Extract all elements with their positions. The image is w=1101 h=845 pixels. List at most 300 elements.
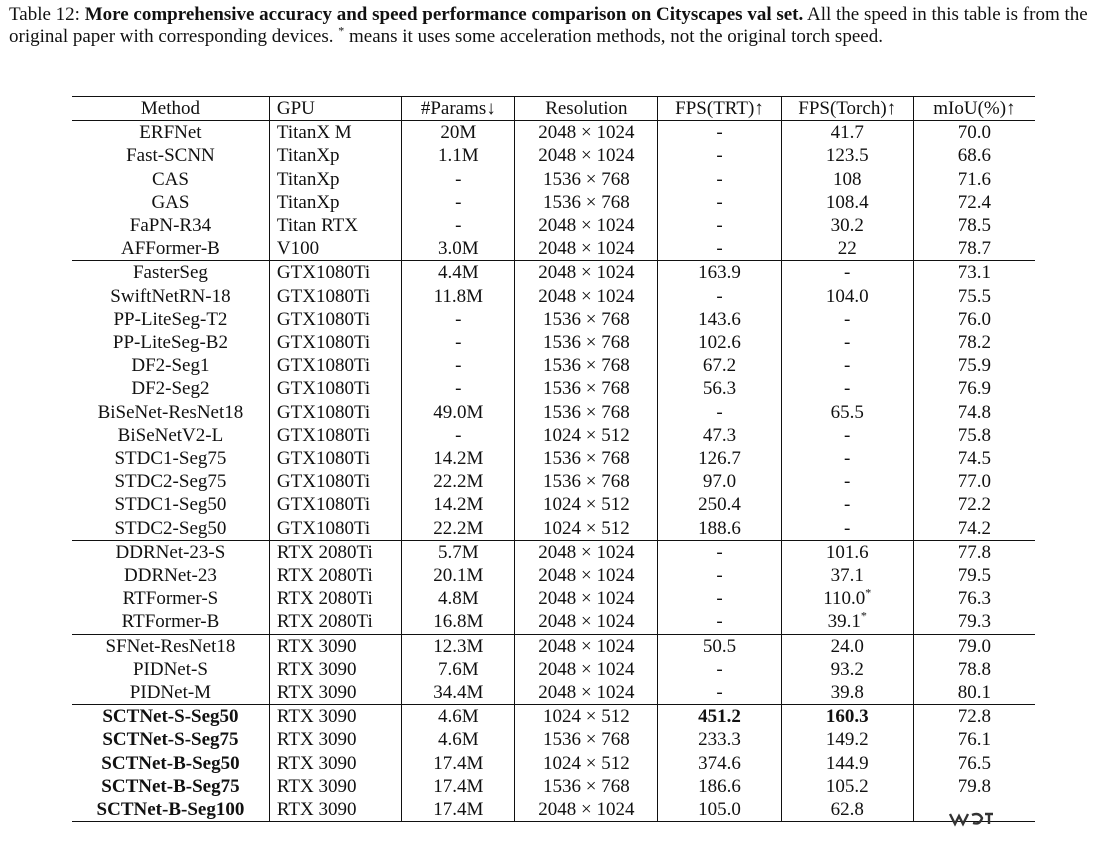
cell-params-value: - — [455, 424, 462, 446]
cell-fps-trt-value: 47.3 — [702, 424, 737, 446]
cell-gpu-value: RTX 2080Ti — [276, 565, 373, 587]
cell-gpu — [269, 564, 401, 587]
cell-gpu — [269, 447, 401, 470]
cell-method-value: SFNet-ResNet18 — [105, 635, 236, 657]
cell-params — [402, 424, 515, 447]
cell-fps-trt-value: - — [716, 611, 723, 633]
cell-method — [72, 658, 269, 681]
cell-gpu-value: GTX1080Ti — [276, 494, 371, 516]
cell-miou — [913, 447, 1035, 470]
cell-fps-trt — [658, 517, 781, 541]
cell-fps-trt — [658, 610, 781, 634]
cell-params — [402, 564, 515, 587]
table-row — [72, 470, 1035, 493]
table-row — [72, 121, 1035, 145]
cell-params — [402, 354, 515, 377]
cell-params-value: - — [455, 191, 462, 213]
cell-method-value: SCTNet-B-Seg75 — [101, 775, 240, 797]
table-row — [72, 447, 1035, 470]
table-row — [72, 144, 1035, 167]
table-row — [72, 308, 1035, 331]
acceleration-mark: * — [860, 609, 867, 624]
cell-gpu — [269, 634, 401, 658]
cell-method-value: PP-LiteSeg-T2 — [113, 308, 228, 330]
cell-miou — [913, 775, 1035, 798]
cell-gpu — [269, 681, 401, 705]
cell-gpu-value: TitanXp — [276, 145, 340, 167]
cell-gpu-value: RTX 3090 — [276, 729, 357, 751]
cell-fps-torch-value: 104.0 — [825, 285, 869, 307]
cell-method-value: RTFormer-B — [121, 611, 220, 633]
cell-gpu — [269, 191, 401, 214]
table-row — [72, 775, 1035, 798]
cell-fps-torch-value: - — [844, 378, 851, 400]
cell-miou — [913, 587, 1035, 610]
cell-params — [402, 144, 515, 167]
cell-miou-value: 79.0 — [957, 635, 992, 657]
cell-resolution — [515, 377, 658, 400]
cell-params-value: 22.2M — [433, 471, 484, 493]
cell-fps-torch-value: 110.0 — [823, 588, 866, 610]
cell-fps-trt — [658, 168, 781, 191]
cell-method-value: ERFNet — [139, 122, 202, 144]
caption-note: means it uses some acceleration methods, not the original torch speed. — [348, 26, 883, 47]
cell-miou — [913, 728, 1035, 751]
cell-fps-torch-value: - — [844, 494, 851, 516]
cell-gpu — [269, 285, 401, 308]
cell-method-value: SCTNet-S-Seg75 — [102, 729, 239, 751]
table-row — [72, 214, 1035, 237]
cell-miou — [913, 168, 1035, 191]
cell-miou-value: 80.1 — [957, 682, 992, 704]
cell-params — [402, 401, 515, 424]
cell-resolution — [515, 564, 658, 587]
cell-fps-trt — [658, 121, 781, 145]
cell-fps-trt-value: - — [716, 285, 723, 307]
caption-star: * — [338, 23, 345, 38]
cell-method-value: SCTNet-B-Seg50 — [101, 752, 240, 774]
cell-resolution — [515, 798, 658, 822]
header-resolution: Resolution — [515, 97, 658, 121]
cell-gpu-value: RTX 3090 — [276, 706, 357, 728]
cell-fps-trt-value: - — [716, 122, 723, 144]
cell-fps-torch-value: - — [844, 471, 851, 493]
cell-fps-torch — [781, 308, 913, 331]
cell-gpu — [269, 237, 401, 261]
cell-resolution-value: 1536 × 768 — [543, 191, 630, 213]
cell-gpu — [269, 798, 401, 822]
cell-resolution — [515, 285, 658, 308]
cell-gpu — [269, 168, 401, 191]
cell-gpu — [269, 144, 401, 167]
cell-gpu — [269, 517, 401, 541]
cell-resolution-value: 1536 × 768 — [543, 471, 630, 493]
cell-resolution — [515, 610, 658, 634]
cell-fps-trt-value: 451.2 — [698, 706, 741, 728]
cell-method-value: DF2-Seg1 — [131, 355, 210, 377]
cell-method — [72, 447, 269, 470]
cell-params-value: 4.6M — [437, 729, 479, 751]
cell-fps-torch — [781, 144, 913, 167]
cell-resolution — [515, 447, 658, 470]
cell-gpu — [269, 354, 401, 377]
cell-miou — [913, 331, 1035, 354]
cell-miou — [913, 144, 1035, 167]
cell-fps-torch — [781, 493, 913, 516]
cell-fps-trt-value: - — [716, 588, 723, 610]
cell-fps-trt — [658, 493, 781, 516]
cell-method — [72, 285, 269, 308]
cell-params-value: 1.1M — [437, 145, 479, 167]
cell-method-value: DDRNet-23 — [124, 565, 217, 587]
cell-params-value: 17.4M — [433, 799, 484, 821]
cell-miou-value: 77.8 — [957, 541, 992, 563]
cell-resolution-value: 1536 × 768 — [543, 332, 630, 354]
cell-fps-trt — [658, 752, 781, 775]
cell-miou-value: 68.6 — [957, 145, 992, 167]
cell-miou — [913, 424, 1035, 447]
cell-fps-trt-value: 233.3 — [698, 729, 741, 751]
cell-fps-trt-value: - — [716, 658, 723, 680]
cell-params-value: 4.4M — [437, 262, 479, 284]
cell-resolution-value: 1536 × 768 — [543, 729, 630, 751]
cell-miou-value: 74.2 — [957, 517, 992, 539]
cell-resolution-value: 1024 × 512 — [543, 424, 630, 446]
cell-method — [72, 261, 269, 285]
cell-fps-torch — [781, 728, 913, 751]
cell-fps-torch — [781, 237, 913, 261]
cell-resolution — [515, 424, 658, 447]
cell-params — [402, 237, 515, 261]
cell-fps-trt-value: 126.7 — [698, 448, 741, 470]
cell-gpu-value: RTX 3090 — [276, 775, 357, 797]
watermark-logo — [947, 810, 997, 828]
cell-resolution-value: 2048 × 1024 — [538, 799, 635, 821]
cell-method-value: STDC2-Seg50 — [114, 517, 227, 539]
comparison-table — [72, 96, 1035, 822]
cell-fps-trt-value: 186.6 — [698, 775, 741, 797]
cell-params — [402, 634, 515, 658]
cell-fps-torch-value: 41.7 — [830, 122, 864, 144]
cell-miou — [913, 121, 1035, 145]
cell-gpu — [269, 308, 401, 331]
cell-resolution — [515, 191, 658, 214]
cell-method — [72, 517, 269, 541]
cell-miou — [913, 237, 1035, 261]
cell-fps-trt-value: - — [716, 145, 723, 167]
cell-method-value: BiSeNet-ResNet18 — [97, 401, 244, 423]
cell-gpu-value: TitanXp — [276, 168, 340, 190]
cell-method — [72, 681, 269, 705]
cell-fps-torch-value: 105.2 — [825, 775, 869, 797]
cell-gpu — [269, 540, 401, 564]
cell-params-value: 3.0M — [437, 238, 479, 260]
cell-resolution-value: 2048 × 1024 — [538, 145, 635, 167]
cell-method — [72, 308, 269, 331]
cell-resolution-value: 2048 × 1024 — [538, 611, 635, 633]
cell-miou — [913, 493, 1035, 516]
cell-fps-trt — [658, 237, 781, 261]
cell-resolution-value: 1024 × 512 — [543, 752, 630, 774]
cell-method-value: DDRNet-23-S — [115, 541, 226, 563]
cell-fps-torch-value: 62.8 — [830, 799, 864, 821]
table-body — [72, 121, 1035, 822]
cell-fps-torch-value: 144.9 — [825, 752, 869, 774]
table-row — [72, 705, 1035, 729]
header-method: Method — [72, 97, 269, 121]
cell-method — [72, 470, 269, 493]
cell-fps-torch-value: 24.0 — [830, 635, 864, 657]
cell-fps-torch — [781, 447, 913, 470]
table-row — [72, 658, 1035, 681]
cell-resolution-value: 2048 × 1024 — [538, 285, 635, 307]
cell-method — [72, 705, 269, 729]
cell-params — [402, 517, 515, 541]
acceleration-mark: * — [865, 585, 872, 600]
cell-fps-torch — [781, 658, 913, 681]
cell-fps-trt-value: - — [716, 191, 723, 213]
cell-miou — [913, 354, 1035, 377]
table-row — [72, 168, 1035, 191]
cell-params — [402, 331, 515, 354]
cell-miou-value: 74.5 — [957, 448, 992, 470]
cell-method — [72, 237, 269, 261]
cell-miou-value: 75.9 — [957, 355, 992, 377]
cell-miou-value: 78.5 — [957, 215, 992, 237]
cell-miou-value: 76.0 — [957, 308, 992, 330]
cell-params-value: 16.8M — [433, 611, 484, 633]
cell-fps-torch — [781, 752, 913, 775]
cell-miou — [913, 658, 1035, 681]
cell-resolution-value: 2048 × 1024 — [538, 215, 635, 237]
table-row — [72, 285, 1035, 308]
cell-resolution — [515, 401, 658, 424]
cell-params-value: - — [455, 378, 462, 400]
cell-resolution — [515, 308, 658, 331]
cell-params-value: 22.2M — [433, 517, 484, 539]
cell-miou — [913, 401, 1035, 424]
cell-gpu-value: GTX1080Ti — [276, 517, 371, 539]
cell-fps-trt — [658, 285, 781, 308]
cell-gpu — [269, 752, 401, 775]
cell-method — [72, 401, 269, 424]
cell-method-value: PIDNet-S — [132, 658, 208, 680]
table-row — [72, 728, 1035, 751]
cell-method — [72, 191, 269, 214]
cell-method-value: PP-LiteSeg-B2 — [112, 332, 228, 354]
cell-method — [72, 540, 269, 564]
cell-method-value: BiSeNetV2-L — [117, 424, 224, 446]
cell-method — [72, 610, 269, 634]
table-row — [72, 401, 1035, 424]
cell-resolution-value: 1536 × 768 — [543, 775, 630, 797]
cell-fps-torch — [781, 261, 913, 285]
cell-miou-value: 72.2 — [957, 494, 992, 516]
cell-params — [402, 658, 515, 681]
cell-fps-torch — [781, 331, 913, 354]
cell-method-value: FaPN-R34 — [129, 215, 212, 237]
cell-resolution-value: 1024 × 512 — [543, 517, 630, 539]
cell-gpu-value: GTX1080Ti — [276, 448, 371, 470]
cell-fps-torch-value: 39.1 — [827, 611, 861, 633]
cell-gpu-value: RTX 2080Ti — [276, 611, 373, 633]
cell-gpu-value: GTX1080Ti — [276, 332, 371, 354]
cell-method — [72, 728, 269, 751]
cell-params-value: - — [455, 332, 462, 354]
table-row — [72, 377, 1035, 400]
cell-fps-torch — [781, 168, 913, 191]
table-row — [72, 331, 1035, 354]
cell-miou — [913, 681, 1035, 705]
table-row — [72, 517, 1035, 541]
cell-resolution — [515, 470, 658, 493]
cell-fps-trt — [658, 214, 781, 237]
cell-fps-trt — [658, 634, 781, 658]
cell-resolution — [515, 261, 658, 285]
cell-gpu-value: RTX 3090 — [276, 799, 357, 821]
cell-gpu — [269, 493, 401, 516]
cell-fps-trt-value: 188.6 — [698, 517, 741, 539]
cell-resolution — [515, 540, 658, 564]
cell-gpu-value: GTX1080Ti — [276, 355, 371, 377]
cell-params-value: 14.2M — [433, 494, 484, 516]
cell-resolution — [515, 493, 658, 516]
cell-fps-torch — [781, 798, 913, 822]
cell-miou-value: 79.8 — [957, 775, 992, 797]
cell-miou — [913, 308, 1035, 331]
table-row — [72, 634, 1035, 658]
cell-resolution-value: 1536 × 768 — [543, 168, 630, 190]
cell-fps-trt-value: - — [716, 215, 723, 237]
cell-params-value: 20M — [440, 122, 477, 144]
cell-fps-torch-value: 160.3 — [825, 706, 869, 728]
cell-fps-trt — [658, 705, 781, 729]
cell-fps-trt-value: - — [716, 682, 723, 704]
cell-resolution — [515, 587, 658, 610]
cell-method-value: STDC1-Seg75 — [114, 448, 227, 470]
cell-gpu — [269, 121, 401, 145]
cell-resolution-value: 1536 × 768 — [543, 355, 630, 377]
cell-params-value: 11.8M — [433, 285, 484, 307]
cell-resolution-value: 2048 × 1024 — [538, 682, 635, 704]
cell-params-value: - — [455, 168, 462, 190]
cell-fps-torch — [781, 587, 913, 610]
cell-fps-torch — [781, 470, 913, 493]
cell-fps-trt — [658, 447, 781, 470]
cell-resolution — [515, 517, 658, 541]
cell-gpu — [269, 377, 401, 400]
cell-gpu — [269, 775, 401, 798]
cell-gpu-value: TitanXp — [276, 191, 340, 213]
cell-resolution-value: 2048 × 1024 — [538, 262, 635, 284]
cell-fps-trt-value: 250.4 — [698, 494, 741, 516]
cell-fps-trt — [658, 587, 781, 610]
cell-fps-trt — [658, 728, 781, 751]
table-row — [72, 681, 1035, 705]
cell-resolution-value: 2048 × 1024 — [538, 541, 635, 563]
cell-method — [72, 331, 269, 354]
cell-fps-trt — [658, 377, 781, 400]
cell-resolution — [515, 705, 658, 729]
cell-params — [402, 285, 515, 308]
header-fps-torch: FPS(Torch)↑ — [781, 97, 913, 121]
cell-miou — [913, 285, 1035, 308]
cell-fps-torch-value: - — [844, 355, 851, 377]
cell-params — [402, 191, 515, 214]
cell-params-value: 5.7M — [437, 541, 479, 563]
header-params: #Params↓ — [402, 97, 515, 121]
cell-fps-torch-value: - — [844, 448, 851, 470]
cell-fps-trt — [658, 401, 781, 424]
cell-fps-torch-value: 93.2 — [830, 658, 864, 680]
cell-fps-trt — [658, 540, 781, 564]
cell-gpu-value: RTX 2080Ti — [276, 541, 373, 563]
cell-fps-trt-value: 67.2 — [702, 355, 737, 377]
cell-gpu-value: GTX1080Ti — [276, 285, 371, 307]
table-row — [72, 610, 1035, 634]
cell-miou-value: 76.9 — [957, 378, 992, 400]
cell-fps-trt — [658, 470, 781, 493]
cell-params — [402, 308, 515, 331]
cell-params-value: 17.4M — [433, 752, 484, 774]
cell-params — [402, 775, 515, 798]
cell-miou-value: 73.1 — [957, 262, 992, 284]
cell-method-value: RTFormer-S — [122, 588, 219, 610]
cell-miou — [913, 191, 1035, 214]
cell-params-value: 34.4M — [433, 682, 484, 704]
cell-fps-torch — [781, 424, 913, 447]
cell-fps-torch-value: - — [844, 332, 851, 354]
cell-method — [72, 168, 269, 191]
cell-fps-torch-value: 30.2 — [830, 215, 864, 237]
cell-method — [72, 587, 269, 610]
cell-method — [72, 493, 269, 516]
cell-fps-trt-value: 374.6 — [698, 752, 741, 774]
cell-params — [402, 798, 515, 822]
cell-miou — [913, 705, 1035, 729]
cell-fps-trt-value: 50.5 — [702, 635, 737, 657]
cell-fps-trt — [658, 191, 781, 214]
cell-fps-trt-value: - — [716, 541, 723, 563]
cell-method-value: STDC2-Seg75 — [114, 471, 227, 493]
cell-miou-value: 76.3 — [957, 588, 992, 610]
cell-params-value: - — [455, 308, 462, 330]
cell-fps-trt — [658, 775, 781, 798]
table-row — [72, 191, 1035, 214]
cell-fps-torch-value: - — [844, 262, 851, 284]
cell-gpu — [269, 587, 401, 610]
cell-resolution-value: 2048 × 1024 — [538, 588, 635, 610]
cell-miou — [913, 214, 1035, 237]
cell-resolution-value: 2048 × 1024 — [538, 565, 635, 587]
cell-params — [402, 610, 515, 634]
cell-fps-torch-value: 37.1 — [830, 565, 864, 587]
cell-fps-torch-value: 65.5 — [830, 401, 864, 423]
cell-fps-trt-value: 143.6 — [698, 308, 741, 330]
table-caption — [9, 4, 1095, 48]
table-row — [72, 540, 1035, 564]
caption-title: More comprehensive accuracy and speed performance comparison on Cityscapes val set. — [84, 4, 804, 25]
cell-fps-trt — [658, 564, 781, 587]
cell-method — [72, 377, 269, 400]
cell-gpu-value: GTX1080Ti — [276, 471, 371, 493]
cell-miou-value: 78.8 — [957, 658, 992, 680]
cell-resolution — [515, 752, 658, 775]
cell-params — [402, 587, 515, 610]
cell-params-value: 20.1M — [433, 565, 484, 587]
cell-resolution-value: 2048 × 1024 — [538, 658, 635, 680]
cell-params — [402, 377, 515, 400]
